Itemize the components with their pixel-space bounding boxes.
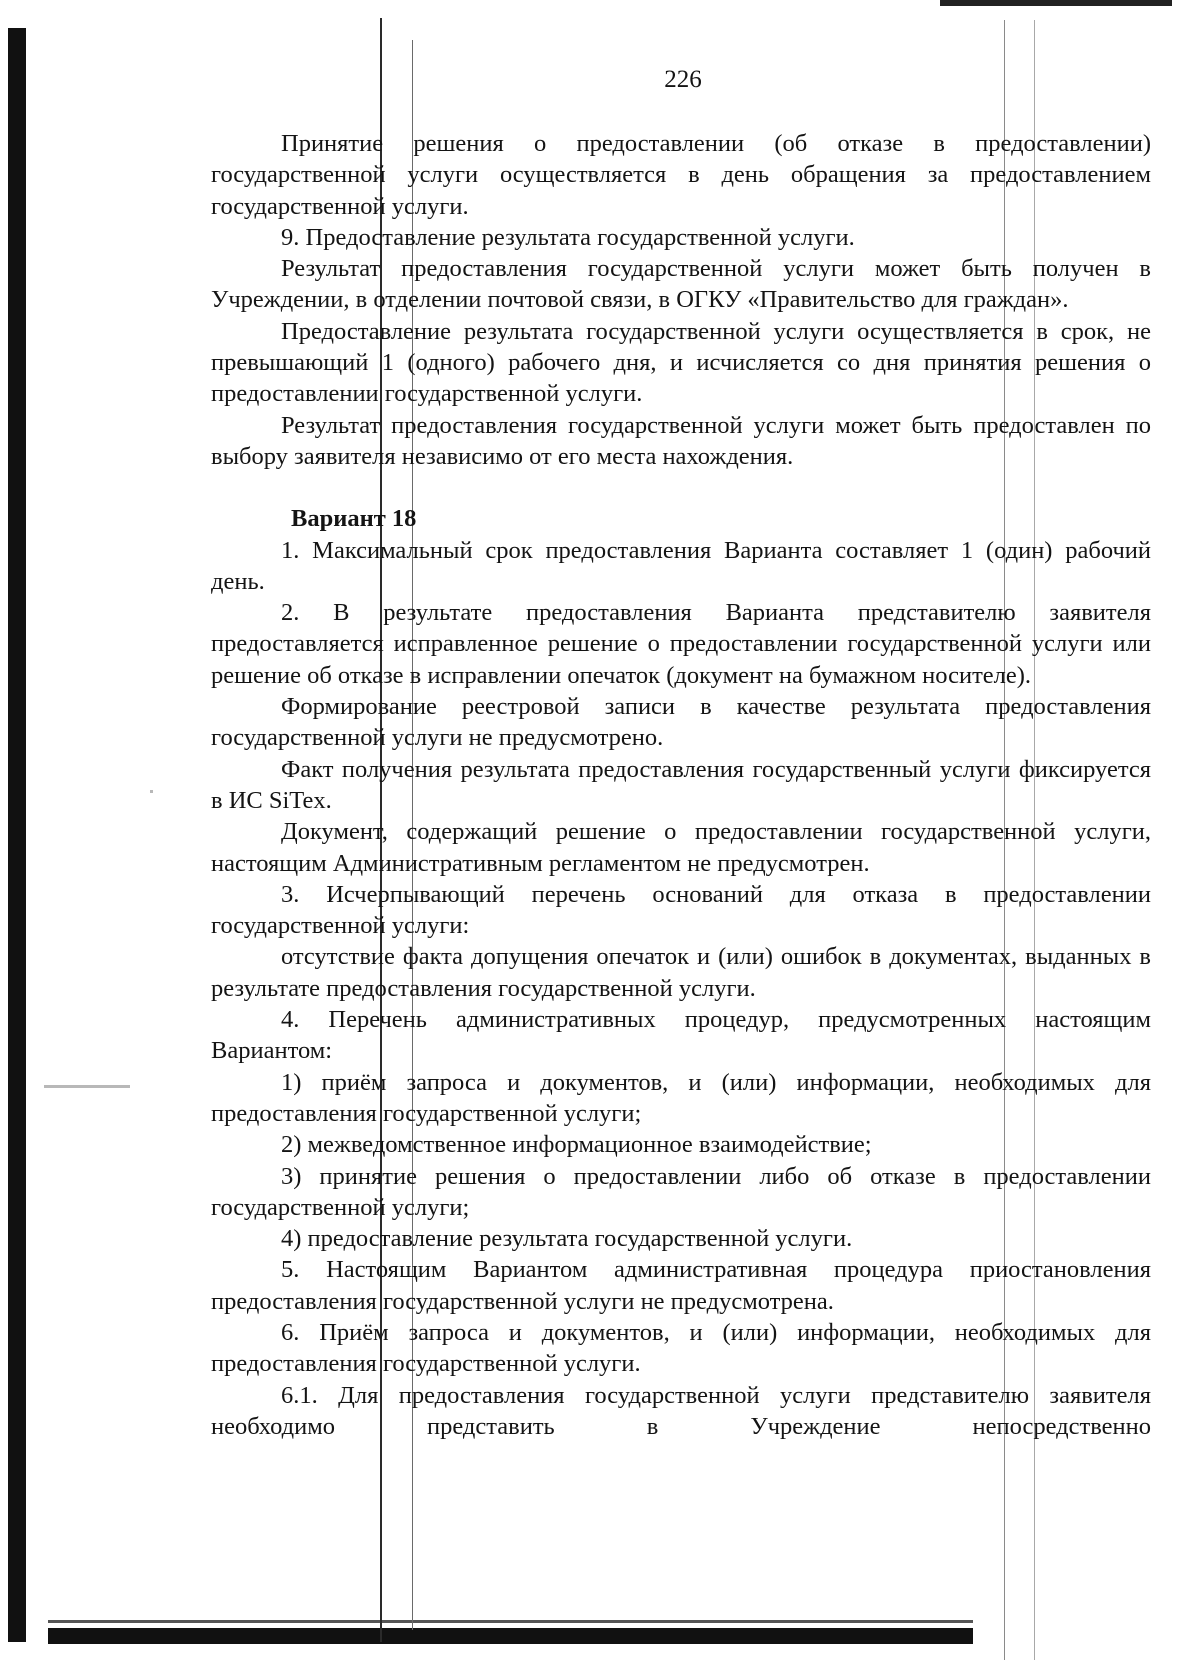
paragraph: 1) приём запроса и документов, и (или) информации, необходимых для предоставления государственной услуги; <box>211 1068 1151 1127</box>
page-number: 226 <box>664 66 702 93</box>
section-after-heading <box>211 535 1151 1443</box>
scan-edge-bottom <box>48 1628 973 1644</box>
paragraph: отсутствие факта допущения опечаток и (или) ошибок в документах, выданных в результате предоставления государственной услуги. <box>211 943 1151 1002</box>
paragraph: Предоставление результата государственной услуги осуществляется в срок, не превышающий 1 (одного) рабочего дня, и исчисляется со дня принятия решения о предоставлении государственной услуги. <box>211 317 1151 408</box>
paragraph: 6. Приём запроса и документов, и (или) информации, необходимых для предоставления государственной услуги. <box>211 1318 1151 1378</box>
paragraph: Результат предоставления государственной услуги может быть получен в Учреждении, в отделении почтовой связи, в ОГКУ «Правительство для граждан». <box>211 255 1151 314</box>
scan-speck <box>44 1085 130 1088</box>
paragraph: 6.1. Для предоставления государственной услуги представителю заявителя необходимо представить в Учреждение непосредственно <box>211 1381 1151 1440</box>
scan-speck <box>150 790 153 793</box>
paragraph: Принятие решения о предоставлении (об отказе в предоставлении) государственной услуги осуществляется в день обращения за предоставлением государственной услуги. <box>211 130 1151 220</box>
paragraph: 2) межведомственное информационное взаимодействие; <box>281 1131 872 1159</box>
paragraph: 5. Настоящим Вариантом административная процедура приостановления предоставления государственной услуги не предусмотрена. <box>211 1256 1151 1315</box>
paragraph: 3. Исчерпывающий перечень оснований для отказа в предоставлении государственной услуги: <box>211 880 1151 940</box>
paragraph: 1. Максимальный срок предоставления Варианта составляет 1 (один) рабочий день. <box>211 536 1151 595</box>
scan-edge-top <box>940 0 1172 6</box>
section-heading: Вариант 18 <box>291 505 417 533</box>
paragraph: 9. Предоставление результата государственной услуги. <box>281 223 855 251</box>
paragraph: 3) принятие решения о предоставлении либо об отказе в предоставлении государственной услуги; <box>211 1162 1151 1221</box>
scan-edge-left <box>8 28 26 1642</box>
paragraph: Формирование реестровой записи в качестве результата предоставления государственной услуги не предусмотрено. <box>211 693 1151 752</box>
paragraph: Результат предоставления государственной услуги может быть предоставлен по выбору заявителя независимо от его места нахождения. <box>211 411 1151 470</box>
document-body <box>211 128 1151 1442</box>
paragraph: 4. Перечень административных процедур, предусмотренных настоящим Вариантом: <box>211 1006 1151 1065</box>
paragraph: Документ, содержащий решение о предоставлении государственной услуги, настоящим Административным регламентом не предусмотрен. <box>211 818 1151 877</box>
paragraph: 2. В результате предоставления Варианта представителю заявителя предоставляется исправленное решение о предоставлении государственной услуги или решение об отказе в исправлении опечаток (документ на бумажном носителе). <box>211 599 1151 689</box>
paragraph: 4) предоставление результата государственной услуги. <box>281 1225 853 1253</box>
section-before-heading <box>211 128 1151 472</box>
spacer <box>211 472 1151 503</box>
paragraph: Факт получения результата предоставления государственный услуги фиксируется в ИС SiTex. <box>211 755 1151 814</box>
scan-edge-bottom-thin <box>48 1620 973 1623</box>
